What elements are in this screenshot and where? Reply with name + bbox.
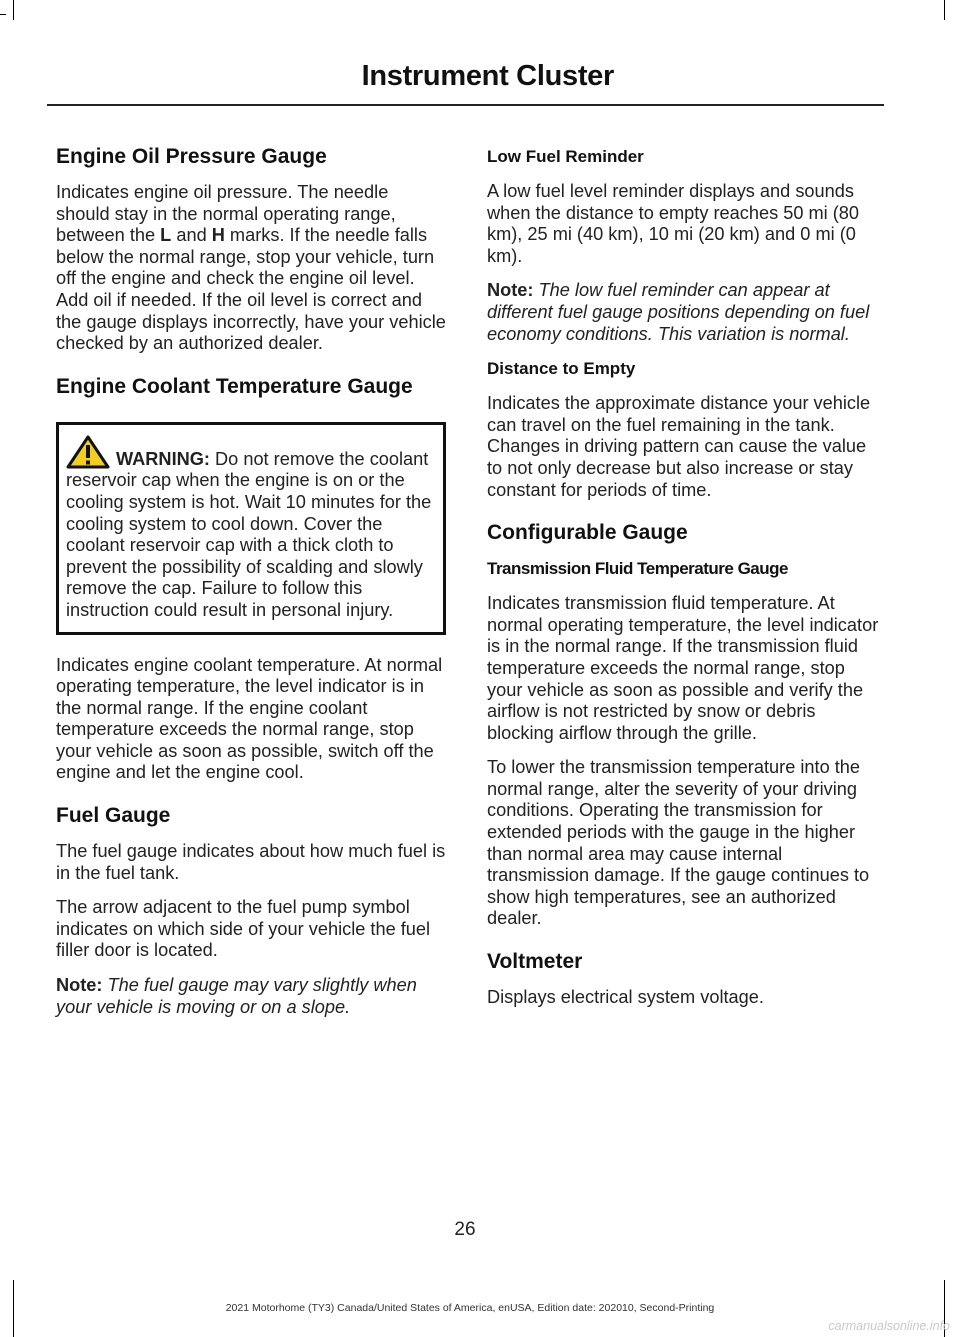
- transmission-body-2: To lower the transmission temperature into the normal range, alter the severity of your driving conditions. Operating the transmission for extended periods with the gauge in the higher than normal area may cause internal transmission damage. If the gauge continues to show high temperatures, see an authorized dealer.: [487, 757, 870, 929]
- voltmeter-heading: Voltmeter: [487, 950, 583, 974]
- distance-to-empty-heading: Distance to Empty: [487, 359, 636, 379]
- page-header-title: Instrument Cluster: [361, 60, 614, 92]
- fuel-note: [56, 975, 446, 1018]
- note-text: The low fuel reminder can appear at different fuel gauge positions depending on fuel economy conditions. This variation is normal.: [487, 280, 870, 344]
- page-number: 26: [454, 1219, 476, 1240]
- coolant-body: Indicates engine coolant temperature. At normal operating temperature, the level indicator is in the normal range. If the engine coolant temperature exceeds the normal range, stop your vehicle as soon as possible, switch off the engine and let the engine cool.: [56, 654, 443, 783]
- oil-pressure-body: [56, 182, 446, 355]
- crop-mark-top-left: [13, 0, 14, 20]
- warning-text: [66, 435, 437, 622]
- oil-mark-l: L: [160, 225, 172, 246]
- left-column: [56, 146, 446, 1031]
- oil-body-part-3: marks. If the needle falls below the normal range, stop your vehicle, turn off the engine and check the engine oil level. Add oil if needed. If the oil level is correct and the gauge displays incorrectly, have your vehicle checked by an authorized dealer.: [56, 225, 446, 354]
- warning-triangle-icon: [66, 435, 110, 469]
- oil-mark-h: H: [211, 225, 225, 246]
- low-fuel-note: [487, 280, 879, 345]
- fuel-gauge-heading: Fuel Gauge: [56, 804, 171, 828]
- note-text: The fuel gauge may vary slightly when your vehicle is moving or on a slope.: [56, 975, 417, 1017]
- oil-pressure-heading: Engine Oil Pressure Gauge: [56, 145, 327, 168]
- transmission-temp-heading: Transmission Fluid Temperature Gauge: [487, 559, 788, 579]
- low-fuel-heading: Low Fuel Reminder: [487, 147, 644, 166]
- distance-to-empty-body: Indicates the approximate distance your vehicle can travel on the fuel remaining in the tank. Changes in driving pattern can cause the value to not only decrease but also increase or stay constant for periods of time.: [487, 393, 871, 500]
- fuel-body-2: The arrow adjacent to the fuel pump symbol indicates on which side of your vehicle the fuel filler door is located.: [56, 897, 431, 961]
- oil-body-part-2: and: [171, 225, 212, 246]
- header-rule: [47, 104, 884, 106]
- watermark: carmanualsonline.info: [828, 1319, 950, 1333]
- configurable-gauge-heading: Configurable Gauge: [487, 521, 688, 545]
- fuel-body-1: The fuel gauge indicates about how much fuel is in the fuel tank.: [56, 841, 446, 883]
- crop-mark-top-left-h: [0, 14, 6, 15]
- oil-body-part-1: Indicates engine oil pressure. The needle should stay in the normal operating range, between the: [56, 182, 396, 246]
- voltmeter-body: Displays electrical system voltage.: [487, 987, 764, 1008]
- warning-body: Do not remove the coolant reservoir cap when the engine is on or the cooling system is hot. Wait 10 minutes for the cooling system to cool down. Cover the coolant reservoir cap with a thick cloth to prevent the possibility of scalding and slowly remove the cap. Failure to follow this instruction could result in personal injury.: [66, 448, 432, 620]
- warning-box: [56, 422, 446, 635]
- right-column: [487, 146, 879, 1022]
- warning-label: WARNING:: [116, 448, 210, 469]
- note-label: Note:: [487, 280, 534, 301]
- transmission-body-1: Indicates transmission fluid temperature. At normal operating temperature, the level indicator is in the normal range. If the transmission fluid temperature exceeds the normal range, stop your vehicle as soon as possible and verify the airflow is not restricted by snow or debris blocking airflow through the grille.: [487, 593, 879, 743]
- note-label: Note:: [56, 975, 103, 996]
- coolant-heading: Engine Coolant Temperature Gauge: [56, 374, 413, 398]
- low-fuel-body: A low fuel level reminder displays and sounds when the distance to empty reaches 50 mi (80 km), 25 mi (40 km), 10 mi (20 km) and 0 mi (0 km).: [487, 181, 860, 266]
- crop-mark-top-right: [944, 0, 945, 20]
- edition-footer: 2021 Motorhome (TY3) Canada/United States of America, enUSA, Edition date: 202010, Second-Printing: [225, 1302, 715, 1314]
